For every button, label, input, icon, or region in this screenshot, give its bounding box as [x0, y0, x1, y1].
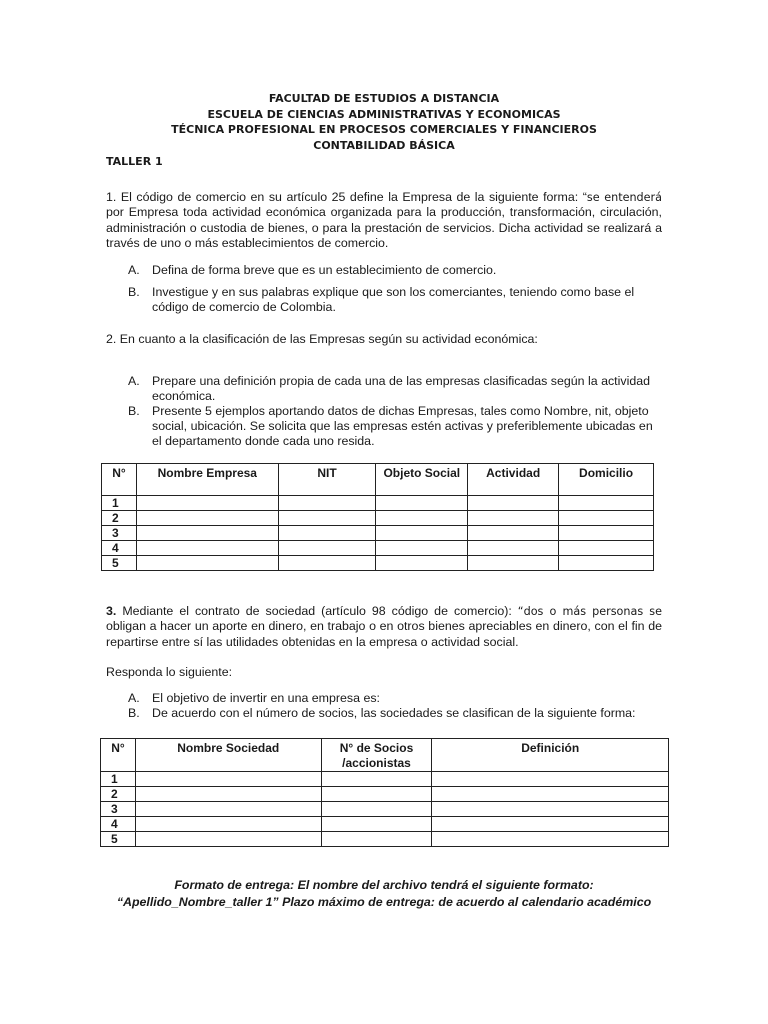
header-school: ESCUELA DE CIENCIAS ADMINISTRATIVAS Y ECONOMICAS: [207, 107, 561, 121]
column-header: N° de Socios /accionistas: [321, 739, 432, 772]
table-cell[interactable]: [135, 832, 321, 847]
table-cell[interactable]: [278, 556, 376, 571]
table-cell[interactable]: [468, 556, 559, 571]
table-cell[interactable]: [321, 772, 432, 787]
table-cell[interactable]: [432, 832, 669, 847]
header-program: TÉCNICA PROFESIONAL EN PROCESOS COMERCIALES Y FINANCIEROS: [171, 123, 597, 136]
list-item: B. Presente 5 ejemplos aportando datos de dichas Empresas, tales como Nombre, nit, objeto social, ubicación. Se solicita que las empresas estén activas y preferiblemente ubicadas en el departamento donde cada uno resida.: [128, 404, 653, 448]
list-item: A. El objetivo de invertir en una empresa es:: [128, 691, 380, 705]
table-cell[interactable]: [559, 526, 654, 541]
row-number: 4: [101, 817, 136, 832]
table-cell[interactable]: [432, 802, 669, 817]
column-header: Actividad: [468, 464, 559, 496]
column-header: Objeto Social: [376, 464, 468, 496]
table-cell[interactable]: [136, 526, 278, 541]
table-cell[interactable]: [135, 772, 321, 787]
table-cell[interactable]: [136, 541, 278, 556]
societies-table: [100, 738, 669, 847]
table-cell[interactable]: [468, 511, 559, 526]
question-2-text: 2. En cuanto a la clasificación de las Empresas según su actividad económica:: [106, 332, 538, 346]
table-cell[interactable]: [278, 526, 376, 541]
table-cell[interactable]: [321, 787, 432, 802]
header-faculty: FACULTAD DE ESTUDIOS A DISTANCIA: [268, 92, 500, 105]
table-cell[interactable]: [135, 787, 321, 802]
delivery-format-line: Formato de entrega: El nombre del archivo tendrá el siguiente formato:: [174, 878, 594, 892]
row-number: 2: [102, 511, 137, 526]
question-1-quote: se entenderá: [586, 191, 662, 204]
column-header: N°: [102, 464, 137, 496]
row-number: 3: [101, 802, 136, 817]
table-cell[interactable]: [468, 526, 559, 541]
table-row: [101, 787, 669, 802]
list-item: B. Investigue y en sus palabras explique que son los comerciantes, teniendo como base el código de comercio de Colombia.: [128, 285, 635, 314]
column-header: Nombre Sociedad: [135, 739, 321, 772]
table-cell[interactable]: [376, 541, 468, 556]
row-number: 1: [101, 772, 136, 787]
column-header: Nombre Empresa: [136, 464, 278, 496]
column-header: Definición: [432, 739, 669, 772]
companies-table: [101, 463, 654, 571]
table-row: [102, 511, 654, 526]
table-cell[interactable]: [136, 496, 278, 511]
table-cell[interactable]: [468, 496, 559, 511]
question-1-text: 1. El código de comercio en su artículo 25 define la Empresa de la siguiente forma: “se entenderá por Empresa toda actividad económica organizada para la producción, transformación, circulación, administración o custodia de bienes, o para la prestación de servicios. Dicha actividad se realizará a través de uno o más establecimientos de comercio.: [106, 190, 662, 250]
table-cell[interactable]: [376, 556, 468, 571]
table-row: [101, 802, 669, 817]
column-header: Domicilio: [559, 464, 654, 496]
table-cell[interactable]: [135, 817, 321, 832]
table-cell[interactable]: [136, 556, 278, 571]
table-cell[interactable]: [559, 556, 654, 571]
column-header: NIT: [278, 464, 376, 496]
table-cell[interactable]: [321, 832, 432, 847]
table-cell[interactable]: [136, 511, 278, 526]
table-header-row: [102, 464, 654, 496]
table-cell[interactable]: [278, 511, 376, 526]
table-cell[interactable]: [559, 541, 654, 556]
table-cell[interactable]: [468, 541, 559, 556]
table-cell[interactable]: [432, 787, 669, 802]
row-number: 2: [101, 787, 136, 802]
table-cell[interactable]: [321, 817, 432, 832]
row-number: 5: [102, 556, 137, 571]
table-row: [101, 832, 669, 847]
table-cell[interactable]: [559, 511, 654, 526]
question-3-quote: “dos o más personas se: [517, 605, 662, 618]
table-cell[interactable]: [278, 541, 376, 556]
list-item: B. De acuerdo con el número de socios, las sociedades se clasifican de la siguiente forma:: [128, 706, 636, 720]
question-3-list: [106, 691, 662, 721]
row-number: 4: [102, 541, 137, 556]
table-cell[interactable]: [278, 496, 376, 511]
table-cell[interactable]: [432, 817, 669, 832]
table-cell[interactable]: [376, 496, 468, 511]
row-number: 5: [101, 832, 136, 847]
table-row: [102, 556, 654, 571]
table-cell[interactable]: [135, 802, 321, 817]
table-cell[interactable]: [432, 772, 669, 787]
respond-label: Responda lo siguiente:: [106, 665, 233, 679]
row-number: 3: [102, 526, 137, 541]
table-row: [102, 541, 654, 556]
question-3-number: 3.: [106, 604, 117, 618]
table-cell[interactable]: [376, 511, 468, 526]
table-row: [101, 772, 669, 787]
table-cell[interactable]: [559, 496, 654, 511]
list-item: A. Defina de forma breve que es un establecimiento de comercio.: [128, 263, 497, 277]
document-header: [0, 91, 768, 153]
table-row: [102, 496, 654, 511]
table-row: [102, 526, 654, 541]
delivery-deadline-line: “Apellido_Nombre_taller 1” Plazo máximo de entrega: de acuerdo al calendario académico: [116, 895, 652, 909]
question-3-text: 3. Mediante el contrato de sociedad (artículo 98 código de comercio): “dos o más personas se obligan a hacer un aporte en dinero, en trabajo o en otros bienes apreciables en dinero, con el fin de repartirse entre sí las utilidades obtenidas en la empresa o actividad social.: [106, 604, 662, 649]
table-row: [101, 817, 669, 832]
question-1-list: [106, 263, 662, 315]
row-number: 1: [102, 496, 137, 511]
question-2-list: [106, 374, 662, 449]
table-cell[interactable]: [376, 526, 468, 541]
workshop-title: TALLER 1: [106, 155, 163, 168]
column-header: N°: [101, 739, 136, 772]
list-item: A. Prepare una definición propia de cada una de las empresas clasificadas según la actividad económica.: [128, 374, 651, 403]
header-course: CONTABILIDAD BÁSICA: [313, 138, 455, 152]
delivery-instructions: [0, 877, 768, 911]
table-cell[interactable]: [321, 802, 432, 817]
table-header-row: [101, 739, 669, 772]
